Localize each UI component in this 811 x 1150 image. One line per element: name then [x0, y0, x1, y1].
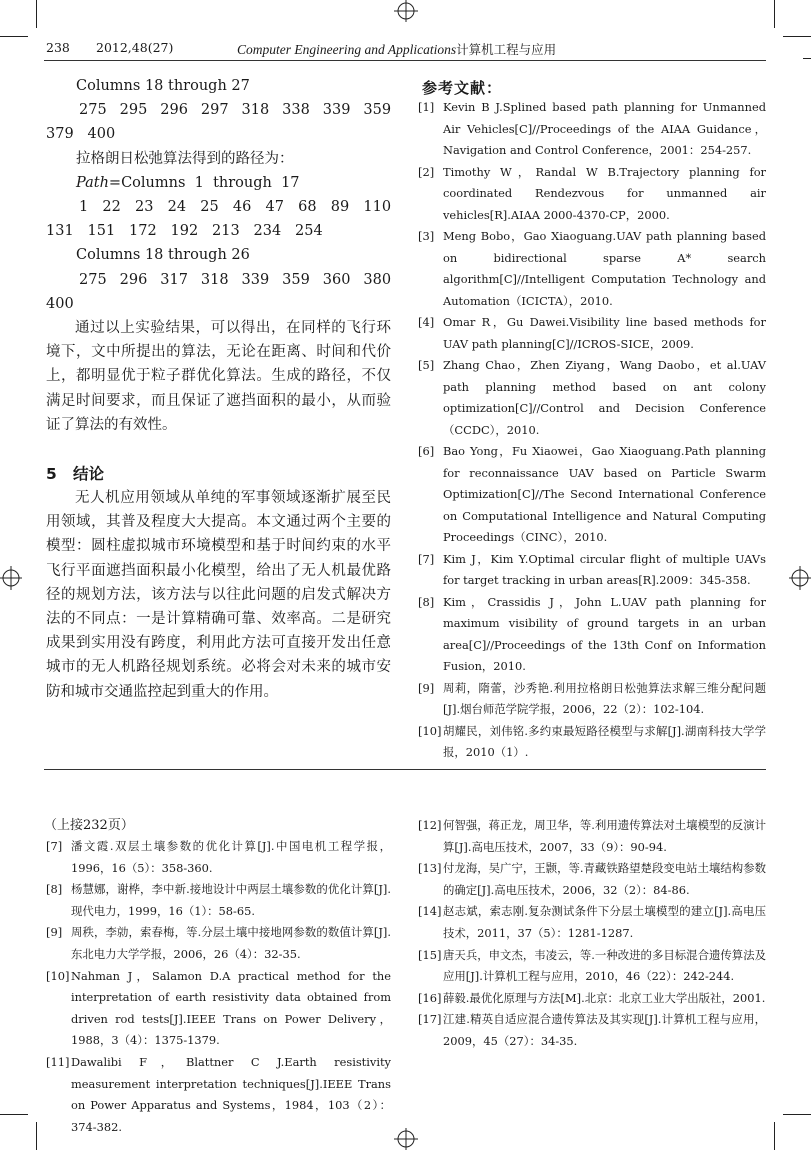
- reference-text: Kim J，Kim Y.Optimal circular flight of multiple UAVs for target tracking in urban areas[R].2009：345-358.: [443, 551, 766, 587]
- reference-number: [15]: [418, 947, 442, 962]
- reference-number: [11]: [46, 1054, 70, 1069]
- journal-title-zh: 计算机工程与应用: [456, 42, 557, 57]
- reference-number: [7]: [46, 839, 63, 853]
- reference-item: [418, 162, 766, 227]
- reference-text: 薛毅.最优化原理与方法[M].北京：北京工业大学出版社，2001.: [443, 990, 766, 1005]
- reference-number: [12]: [418, 818, 442, 832]
- reference-text: 赵志斌，索志刚.复杂测试条件下分层土壤模型的建立[J].高电压技术，2011，37（5）：1281-1287.: [443, 904, 766, 940]
- section-divider: [44, 769, 766, 770]
- reference-text: Nahman J，Salamon D.A practical method for the interpretation of earth resistivity data obtained from driven rod tests[J].IEEE Trans on Power Delivery，1988，3（4）：1375-1379.: [71, 968, 391, 1048]
- reference-number: [10]: [418, 723, 442, 738]
- reference-number: [5]: [418, 358, 435, 372]
- reference-number: [1]: [418, 100, 435, 114]
- reference-item: [46, 836, 391, 879]
- reference-item: [418, 312, 766, 355]
- reference-item: [46, 922, 391, 965]
- reference-text: 付龙海，吴广宁，王颢，等.青藏铁路望楚段变电站土壤结构参数的确定[J].高电压技术，2006，32（2）：84-86.: [443, 861, 766, 897]
- path-line: [46, 171, 391, 195]
- reference-item: [418, 549, 766, 592]
- reference-text: Bao Yong，Fu Xiaowei，Gao Xiaoguang.Path planning for reconnaissance UAV based on Particle Swarm Optimization[C]//The Second International Conference on Computational Intelligence and Natural Computing Proceedings（CINC），2010.: [443, 444, 766, 544]
- reference-number: [10]: [46, 968, 70, 983]
- reference-text: 胡耀民，刘伟铭.多约束最短路径模型与求解[J].湖南科技大学学报，2010（1）.: [443, 723, 766, 759]
- reference-number: [9]: [418, 680, 435, 695]
- reference-number: [8]: [418, 594, 435, 609]
- reference-number: [13]: [418, 861, 442, 876]
- reference-text: 潘文霞.双层土壤参数的优化计算[J].中国电机工程学报，1996，16（5）：358-360.: [71, 839, 391, 875]
- reference-item: [418, 721, 766, 764]
- reference-number: [16]: [418, 990, 442, 1005]
- reference-text: 唐天兵，申文杰，韦凌云，等.一种改进的多目标混合遗传算法及应用[J].计算机工程与应用，2010，46（22）：242-244.: [443, 947, 766, 984]
- reference-number: [3]: [418, 229, 435, 243]
- reference-text: 周秩，李勍，索春梅，等.分层土壤中接地网参数的数值计算[J].东北电力大学学报，2006，26（4）：32-35.: [71, 925, 391, 961]
- results-paragraph: 通过以上实验结果，可以得出，在同样的飞行环境下，文中所提出的算法，无论在距离、时间和代价上，都明显优于粒子群优化算法。生成的路径，不仅满足时间要求，而且保证了遮挡面积的最小，从而验证了算法的有效性。: [46, 320, 391, 433]
- reference-number: [8]: [46, 882, 63, 897]
- reference-text: 何智强，蒋正龙，周卫华，等.利用遗传算法对土壤模型的反演计算[J].高电压技术，2007，33（9）：90-94.: [443, 818, 766, 854]
- values-line: 275 295 296 297 318 338 339 359: [79, 102, 392, 119]
- registration-mark-icon: [789, 563, 811, 593]
- reference-text: Timothy W，Randal W B.Trajectory planning for coordinated Rendezvous for unmanned air vehicles[R].AIAA 2000-4370-CP，2000.: [443, 164, 766, 222]
- reference-item: [418, 97, 766, 162]
- reference-number: [17]: [418, 1012, 442, 1027]
- values-line: 1 22 23 24 25 46 47 68 89 110: [79, 199, 392, 216]
- reference-text: 杨慧娜，谢桦，李中新.接地设计中两层土壤参数的优化计算[J].现代电力，1999，16（1）：58-65.: [71, 882, 391, 918]
- journal-title-en: Computer Engineering and Applications: [237, 42, 457, 57]
- reference-item: [418, 858, 766, 901]
- lagrange-intro: 拉格朗日松弛算法得到的路径为：: [76, 150, 294, 167]
- reference-number: [9]: [46, 925, 63, 940]
- reference-text: Kim，Crassidis J，John L.UAV path planning for maximum visibility of ground targets in an urban area[C]//Proceedings of the 13th Conf on Information Fusion，2010.: [443, 594, 766, 673]
- registration-mark-icon: [391, 1128, 421, 1150]
- reference-item: [418, 592, 766, 678]
- continued-list-right: [418, 815, 766, 1053]
- conclusion-paragraph: 无人机应用领域从单纯的军事领域逐渐扩展至民用领域，其普及程度大大提高。本文通过两个主要的模型：圆柱虚拟城市环境模型和基于时间约束的水平飞行平面遮挡面积最小化模型，给出了无人机最优路径的规划方法，该方法与以往此问题的启发式解决方法的不同点：一是计算精确可靠、效率高。二是研究成果到实用没有跨度，利用此方法可直接开发出任意城市的无人机路径规划系统。必将会对未来的城市安防和城市交通监控起到重大的作用。: [46, 490, 391, 700]
- path-rest: =Columns 1 through 17: [108, 174, 300, 191]
- reference-number: [4]: [418, 315, 435, 329]
- reference-item: [418, 945, 766, 988]
- reference-item: [418, 815, 766, 858]
- reference-text: 周莉，隋蕾，沙秀艳.利用拉格朗日松弛算法求解三维分配问题[J].烟台师范学院学报，2006，22（2）：102-104.: [443, 680, 766, 716]
- section-heading: 5 结论: [46, 465, 104, 483]
- reference-item: [46, 879, 391, 922]
- issue-info: 2012,48(27): [96, 40, 174, 55]
- registration-mark-icon: [0, 563, 22, 593]
- left-column: [46, 74, 391, 437]
- reference-text: Zhang Chao，Zhen Ziyang，Wang Daobo，et al.UAV path planning method based on ant colony optimization[C]//Control and Decision Conference（CCDC），2010.: [443, 358, 766, 437]
- reference-number: [7]: [418, 551, 435, 566]
- reference-item: [418, 1009, 766, 1052]
- values-line: 275 296 317 318 339 359 360 380: [79, 271, 392, 288]
- reference-text: Dawalibi F，Blattner C J.Earth resistivity measurement interpretation techniques[J].IEEE Trans on Power Apparatus and Systems，1984，103（2）：374-382.: [71, 1054, 391, 1134]
- continued-note: （上接232页）: [44, 818, 134, 833]
- reference-text: Meng Bobo，Gao Xiaoguang.UAV path planning based on bidirectional sparse A* search algorithm[C]//Intelligent Computation Technology and Automation（ICICTA），2010.: [443, 229, 766, 308]
- values-line: 131 151 172 192 213 234 254: [46, 223, 323, 240]
- path-label: Path: [76, 174, 109, 191]
- reference-number: [2]: [418, 164, 435, 179]
- reference-number: [14]: [418, 904, 442, 919]
- columns-line: Columns 18 through 26: [76, 247, 250, 264]
- reference-item: [418, 678, 766, 721]
- registration-mark-icon: [391, 0, 421, 22]
- reference-item: [46, 966, 391, 1052]
- reference-text: 江建.精英自适应混合遗传算法及其实现[J].计算机工程与应用，2009，45（27）：34-35.: [443, 1012, 766, 1048]
- reference-item: [418, 226, 766, 312]
- header-rule: [44, 60, 766, 61]
- reference-text: Omar R，Gu Dawei.Visibility line based methods for UAV path planning[C]//ICROS-SICE，2009.: [443, 315, 766, 351]
- reference-item: [418, 901, 766, 944]
- reference-item: [418, 988, 766, 1010]
- reference-item: [46, 1052, 391, 1138]
- values-line: 400: [46, 295, 74, 312]
- reference-list: [418, 97, 766, 764]
- page-number: 238: [46, 40, 70, 55]
- columns-line: Columns 18 through 27: [76, 78, 250, 94]
- reference-text: Kevin B J.Splined based path planning for Unmanned Air Vehicles[C]//Proceedings of the AIAA Guidance，Navigation and Control Conference，2001：254-257.: [443, 100, 766, 157]
- references-title: 参考文献：: [422, 79, 503, 97]
- values-line: 379 400: [46, 126, 116, 143]
- continued-list-left: [46, 836, 391, 1138]
- reference-number: [6]: [418, 444, 435, 458]
- reference-item: [418, 355, 766, 441]
- journal-title: [237, 40, 556, 58]
- reference-item: [418, 441, 766, 549]
